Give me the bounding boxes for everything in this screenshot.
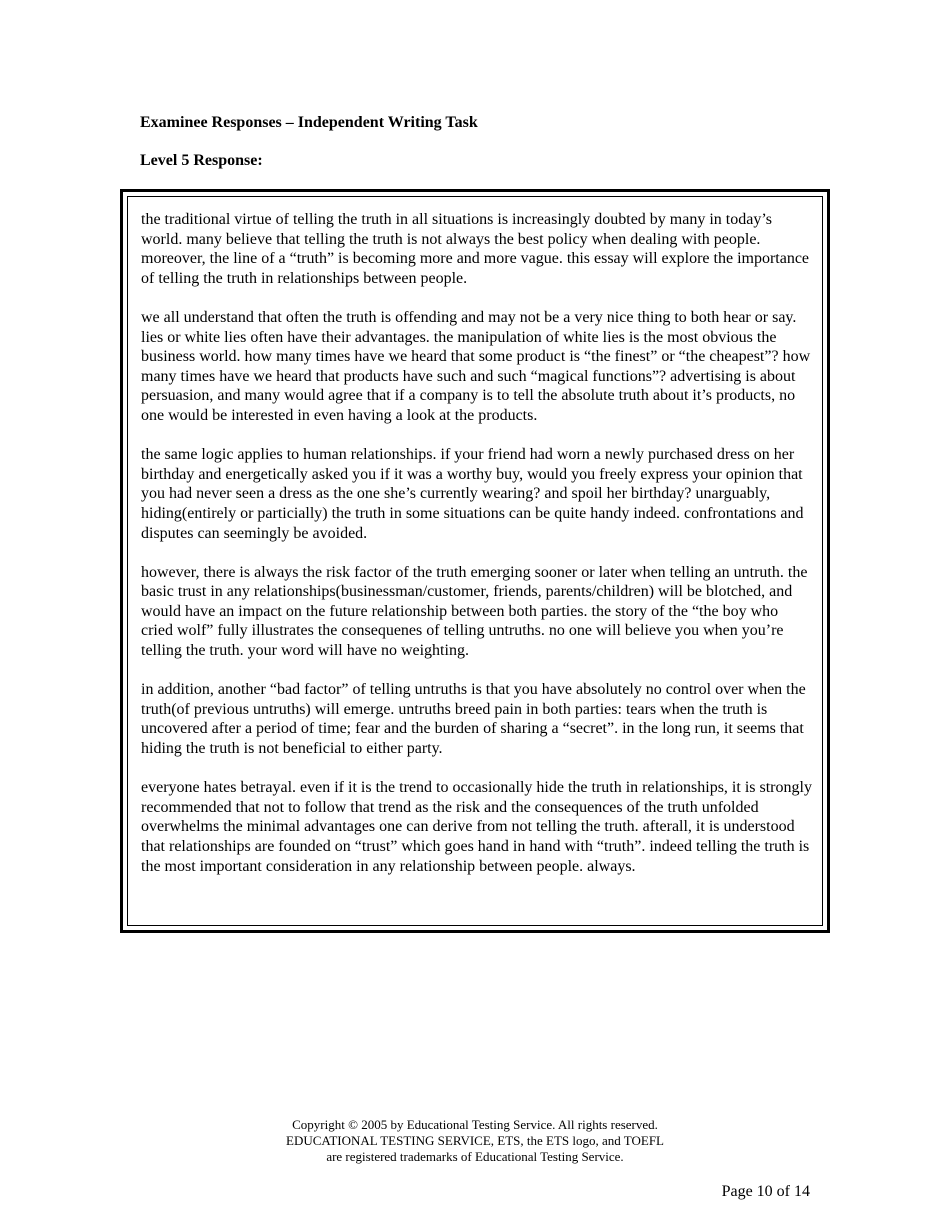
copyright-line-3: are registered trademarks of Educational Testing Service. [326, 1149, 624, 1164]
copyright-footer [0, 1117, 950, 1165]
copyright-line-1: Copyright © 2005 by Educational Testing Service. All rights reserved. [292, 1117, 658, 1132]
copyright-line-2: EDUCATIONAL TESTING SERVICE, ETS, the ETS logo, and TOEFL [286, 1133, 664, 1148]
response-box [120, 189, 830, 933]
response-paragraph-3: the same logic applies to human relationships. if your friend had worn a newly purchased dress on her birthday and energetically asked you if it was a worthy buy, would you freely express your opinion that you had never seen a dress as the one she’s currently wearing? and spoil her birthday? unarguably, hiding(entirely or particially) the truth in some situations can be quite handy indeed. confrontations and disputes can seemingly be avoided. [141, 446, 804, 542]
response-paragraph-1: the traditional virtue of telling the truth in all situations is increasingly doubted by many in today’s world. many believe that telling the truth is not always the best policy when dealing with people. moreover, the line of a “truth” is becoming more and more vague. this essay will explore the importance of telling the truth in relationships between people. [141, 211, 810, 287]
section-heading: Examinee Responses – Independent Writing Task [140, 114, 478, 131]
level-heading: Level 5 Response: [140, 152, 263, 169]
response-paragraph-5: in addition, another “bad factor” of telling untruths is that you have absolutely no control over when the truth(of previous untruths) will emerge. untruths breed pain in both parties: tears when the truth is uncovered after a period of time; fear and the burden of sharing a “secret”. in the long run, it seems that hiding the truth is not beneficial to either party. [141, 681, 806, 758]
response-paragraph-4: however, there is always the risk factor of the truth emerging sooner or later when telling an untruth. the basic trust in any relationships(businessman/customer, friends, parents/children) will be blotched, and would have an impact on the future relationship between both parties. the story of the “the boy who cried wolf” fully illustrates the consequenes of telling untruths. no one will believe you when you’re telling the truth. your word will have no weighting. [141, 563, 808, 660]
response-paragraph-6: everyone hates betrayal. even if it is the trend to occasionally hide the truth in relationships, it is strongly recommended that not to follow that trend as the risk and the consequences of the truth unfolded overwhelms the minimal advantages one can derive from not telling the truth. afterall, it is understood that relationships are founded on “trust” which goes hand in hand with “truth”. indeed telling the truth is the most important consideration in any relationship between people. always. [141, 779, 812, 875]
page-number: Page 10 of 14 [721, 1183, 810, 1200]
response-box-inner [127, 196, 823, 926]
response-paragraph-2: we all understand that often the truth is offending and may not be a very nice thing to both hear or say. lies or white lies often have their advantages. the manipulation of white lies is the most obvious the business world. how many times have we heard that some product is “the finest” or “the cheapest”? how many times have we heard that products have such and such “magical functions”? advertising is about persuasion, and many would agree that if a company is to tell the absolute truth about it’s products, no one would be interested in even having a look at the products. [141, 308, 811, 424]
